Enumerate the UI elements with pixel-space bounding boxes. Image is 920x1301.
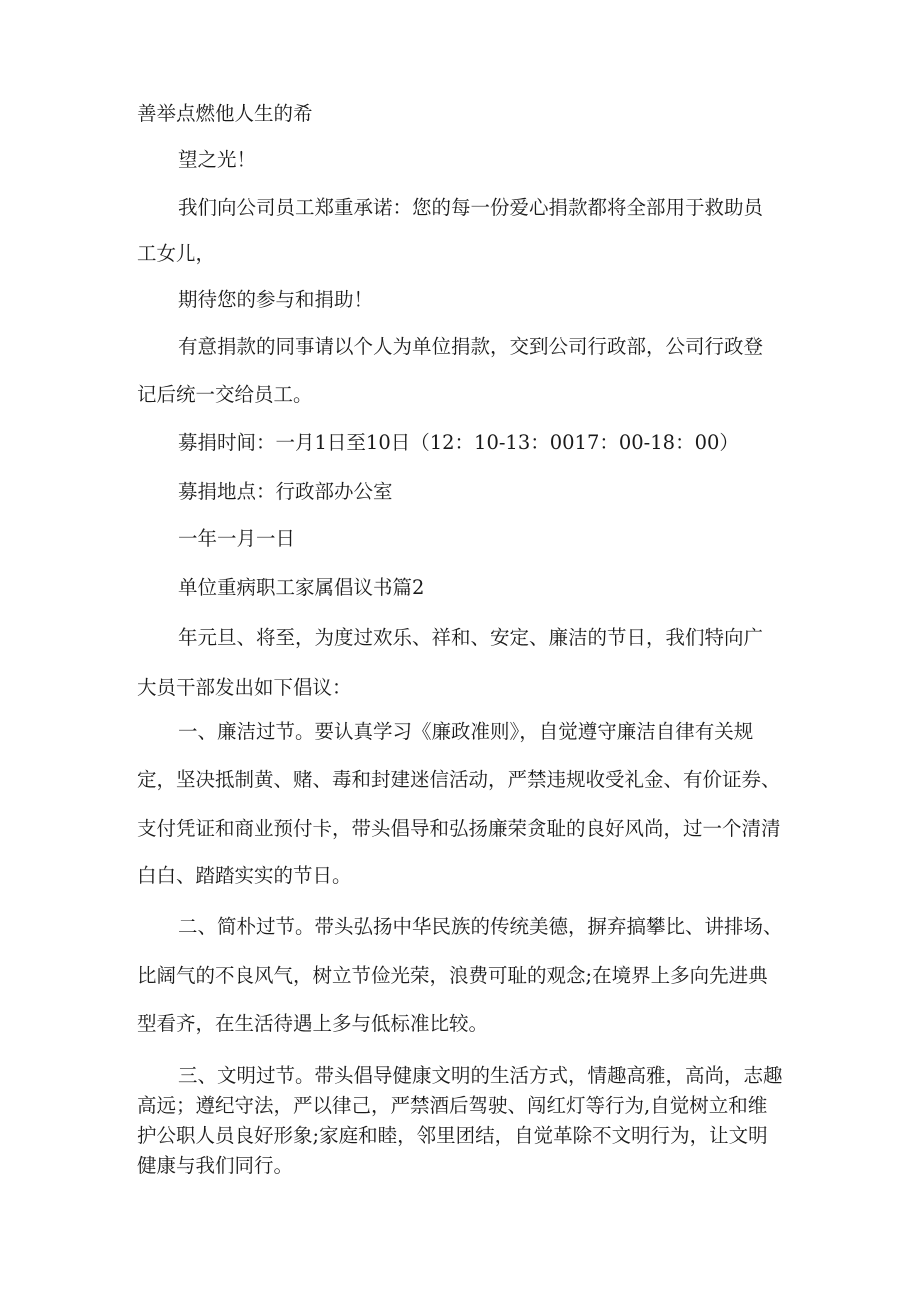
text-line: 期待您的参与和捐助！ [178,288,374,311]
text-line: 护公职人员良好形象;家庭和睦，邻里团结，自觉革除不文明行为，让文明 [137,1124,768,1147]
text-line: 型看齐，在生活待遇上多与低标准比较。 [137,1012,489,1035]
section-heading: 单位重病职工家属倡议书篇2 [178,576,425,599]
text-line: 大员干部发出如下倡议： [137,676,352,699]
text-line: 健康与我们同行。 [137,1154,294,1177]
text-line: 工女儿， [137,242,216,265]
text-line: 有意捐款的同事请以个人为单位捐款，交到公司行政部，公司行政登 [178,335,764,358]
donation-time-line: 募捐时间：一月1日至10日（12：10-13：0017：00-18：00） [178,431,739,454]
text-line: 白白、踏踏实实的节日。 [137,864,352,887]
text-line: 年元旦、将至，为度过欢乐、祥和、安定、廉洁的节日，我们特向广 [178,626,764,649]
text-line: 定，坚决抵制黄、赌、毒和封建迷信活动，严禁违规收受礼金、有价证券、 [137,768,781,791]
text-line: 一、廉洁过节。要认真学习《廉政准则》，自觉遵守廉洁自律有关规 [178,720,754,743]
text-line: 二、简朴过节。带头弘扬中华民族的传统美德，摒弃搞攀比、讲排场、 [178,915,783,938]
text-line: 支付凭证和商业预付卡，带头倡导和弘扬廉荣贪耻的良好风尚，过一个清清 [137,817,781,840]
text-line: 三、文明过节。带头倡导健康文明的生活方式，情趣高雅，高尚，志趣 [178,1064,783,1087]
text-line: 我们向公司员工郑重承诺：您的每一份爱心捐款都将全部用于救助员 [178,196,764,219]
text-line: 比阔气的不良风气，树立节俭光荣，浪费可耻的观念;在境界上多向先进典 [137,964,768,987]
text-line: 善举点燃他人生的希 [137,102,313,125]
text-line: 望之光！ [178,148,257,171]
date-line: 一年一月一日 [178,527,296,550]
text-line: 高远；遵纪守法，严以律己，严禁酒后驾驶、闯红灯等行为,自觉树立和维 [137,1094,768,1117]
text-line: 记后统一交给员工。 [137,383,313,406]
donation-location-line: 募捐地点：行政部办公室 [178,480,393,503]
